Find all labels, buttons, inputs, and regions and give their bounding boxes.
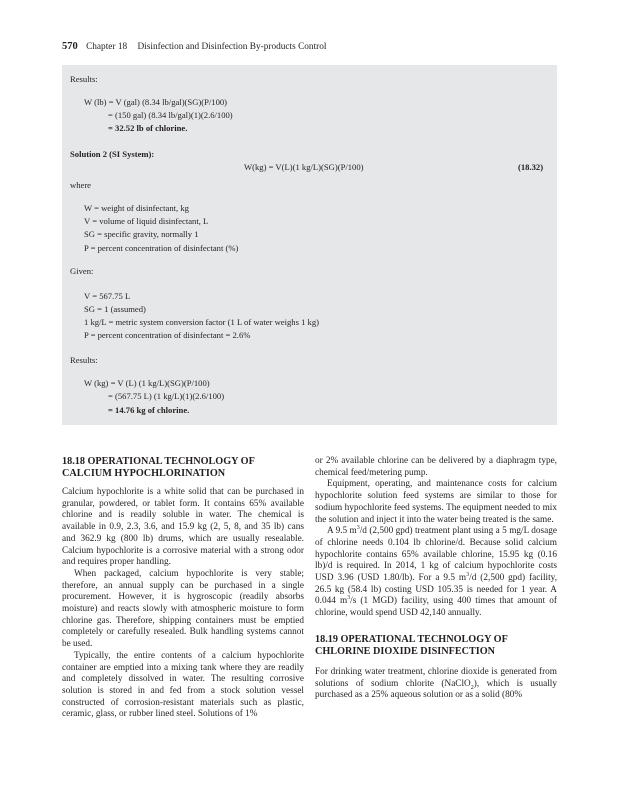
left-column	[62, 456, 304, 721]
given-item: SG = 1 (assumed)	[84, 304, 146, 314]
definition-item: W = weight of disinfectant, kg	[84, 203, 189, 213]
chapter-label: Chapter 18	[86, 42, 128, 52]
text-run: ), which is usually purchased as a 25% aqueous solution or as a solid (80%	[315, 678, 557, 701]
definition-item: SG = specific gravity, normally 1	[84, 229, 199, 239]
text-run: For drinking water treatment, chlorine dioxide is generated from solutions of sodium chlorite (NaClO	[315, 666, 557, 689]
subscript: 2	[470, 684, 474, 691]
where-label: where	[70, 180, 91, 190]
results2-equation-line-2: = (567.75 L) (1 kg/L)(1)(2.6/100)	[108, 391, 225, 401]
paragraph: or 2% available chlorine can be delivered by a diaphragm type, chemical feed/metering pump.	[315, 456, 557, 478]
results1-equation-line-1: W (lb) = V (gal) (8.34 lb/gal)(SG)(P/100)	[84, 97, 228, 107]
paragraph	[315, 526, 557, 620]
given-item: P = percent concentration of disinfectant = 2.6%	[84, 330, 251, 340]
solution2-heading: Solution 2 (SI System):	[70, 149, 155, 159]
results-label-1: Results:	[70, 74, 98, 84]
text-run: /d (2,500 gpd) facility, 26.5 kg (58.4 lb) costing USD 105.35 is needed for 1 year. A 0.044 m	[315, 573, 558, 607]
superscript: 3	[356, 525, 360, 532]
given-item: V = 567.75 L	[84, 291, 131, 301]
section-heading-18-19: 18.19 OPERATIONAL TECHNOLOGY OF CHLORINE DIOXIDE DISINFECTION	[315, 633, 508, 657]
example-box	[62, 65, 557, 425]
running-header	[62, 41, 562, 52]
results1-answer: = 32.52 lb of chlorine.	[108, 123, 188, 133]
definition-item: V = volume of liquid disinfectant, L	[84, 216, 209, 226]
text-run: A 9.5 m	[327, 526, 357, 537]
results2-answer: = 14.76 kg of chlorine.	[108, 405, 190, 415]
results-label-2: Results:	[70, 355, 98, 365]
superscript: 3	[347, 595, 351, 602]
paragraph: Typically, the entire contents of a calcium hypochlorite container are emptied into a mixing tank where they are readily and completely dissolved in water. The resulting corrosive solution is stored in and fed from a stock solution vessel constructed of corrosion-resistant materials such as plastic, ceramic, glass, or rubber lined steel. Solutions of 1%	[62, 650, 304, 720]
paragraph: When packaged, calcium hypochlorite is very stable; therefore, an annual supply can be purchased in a single procurement. However, it is hygroscopic (readily absorbs moisture) and reacts slowly with atmospheric moisture to form chlorine gas. Therefore, shipping containers must be emptied completely or carefully resealed. Bulk handling systems cannot be used.	[62, 568, 304, 650]
equation-number: (18.32)	[518, 162, 544, 172]
superscript: 3	[466, 571, 470, 578]
text-run: /s (1 MGD) facility, using 400 times that amount of chlorine, would spend USD 42,140 annually.	[315, 596, 557, 619]
given-label: Given:	[70, 266, 94, 276]
page-number: 570	[62, 41, 78, 52]
equation-18-32: W(kg) = V(L)(1 kg/L)(SG)(P/100)	[244, 162, 364, 172]
paragraph: Calcium hypochlorite is a white solid that can be purchased in granular, powdered, or tablet form. It contains 65% available chlorine and is readily soluble in water. The chemical is available in 0.9, 2.3, 3.6, and 15.9 kg (2, 5, 8, and 35 lb) cans and 362.9 kg (800 lb) drums, which are usually resealable. Calcium hypochlorite is a corrosive material with a strong odor and requires proper handling.	[62, 487, 304, 568]
paragraph	[315, 667, 557, 702]
right-column	[315, 456, 557, 702]
text-run: /d (2,500 gpd) treatment plant using a 5 mg/L dosage of chlorine needs 0.104 lb chlorine/d. Because solid calcium hypochlorite contains 65% available chlorine, 15.95 kg (0.16 lb)/d is required. In 2014, 1 kg of calcium hypochlorite costs USD 3.96 (USD 1.80/lb). For a 9.5 m	[315, 526, 557, 584]
chapter-title: Disinfection and Disinfection By-products Control	[137, 42, 327, 52]
paragraph: Equipment, operating, and maintenance costs for calcium hypochlorite solution feed systems are similar to those for sodium hypochlorite feed systems. The equipment needed to mix the solution and inject it into the water being treated is the same.	[315, 479, 557, 525]
results2-equation-line-1: W (kg) = V (L) (1 kg/L)(SG)(P/100)	[84, 378, 210, 388]
given-item: 1 kg/L = metric system conversion factor (1 L of water weighs 1 kg)	[84, 317, 319, 327]
definition-item: P = percent concentration of disinfectant (%)	[84, 243, 239, 253]
results1-equation-line-2: = (150 gal) (8.34 lb/gal)(1)(2.6/100)	[108, 110, 233, 120]
section-heading-18-18: 18.18 OPERATIONAL TECHNOLOGY OF CALCIUM HYPOCHLORINATION	[62, 456, 255, 479]
